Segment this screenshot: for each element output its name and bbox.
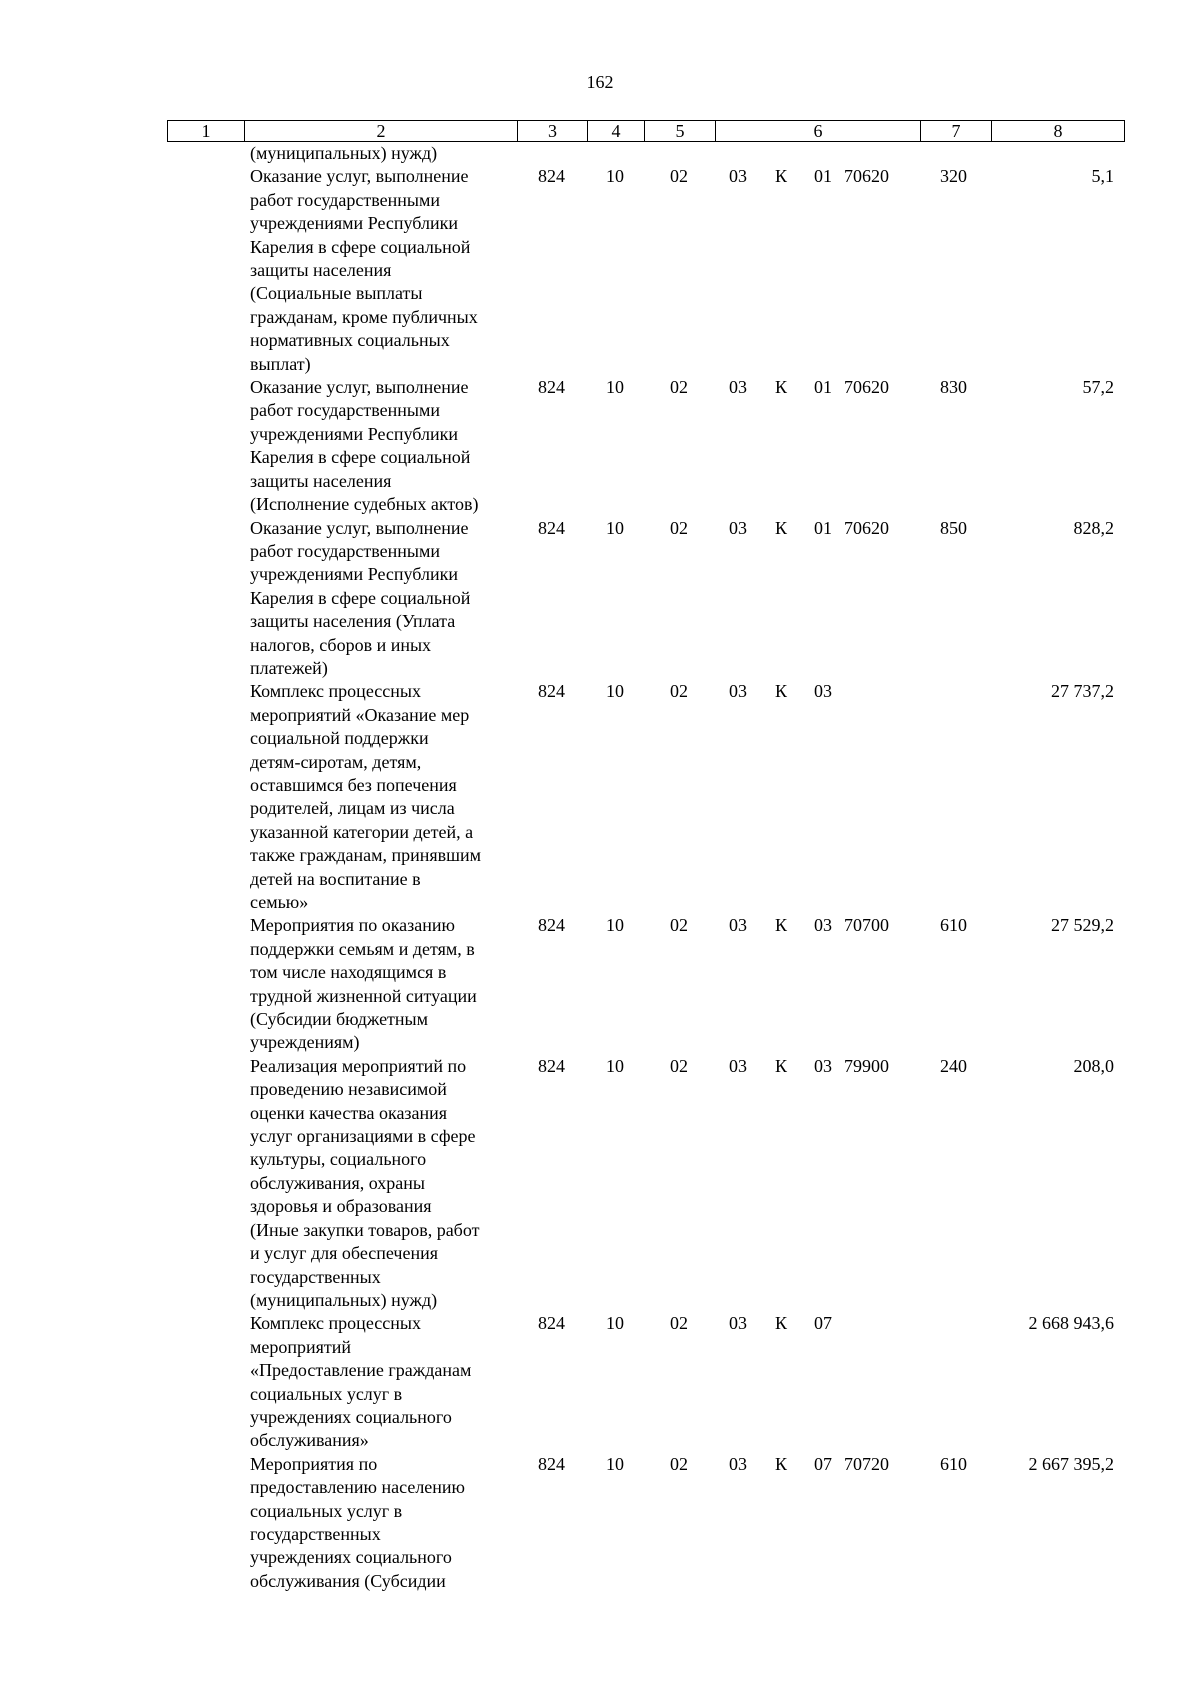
row-target-program: 03 <box>729 1453 747 1474</box>
row-target-direction: 70620 <box>844 166 889 187</box>
row-target-subprogram: 01 <box>814 377 832 398</box>
header-col-2: 2 <box>245 121 518 141</box>
row-expense-type: 850 <box>940 517 967 538</box>
table-header-row <box>167 120 1125 142</box>
row-target-subprogram: 03 <box>814 1055 832 1076</box>
row-target-letter: К <box>775 915 788 936</box>
row-target-program: 03 <box>729 377 747 398</box>
row-target-direction: 70620 <box>844 377 889 398</box>
row-amount: 27 737,2 <box>1051 681 1114 702</box>
row-target-program: 03 <box>729 166 747 187</box>
table-row <box>0 680 1200 914</box>
row-target-letter: К <box>775 517 788 538</box>
row-amount: 2 667 395,2 <box>1028 1453 1114 1474</box>
row-target-subprogram: 01 <box>814 517 832 538</box>
row-section: 10 <box>606 1313 624 1334</box>
row-amount: 5,1 <box>1091 166 1114 187</box>
row-name: Реализация мероприятий по проведению независимой оценки качества оказания услуг организациями в сфере культуры, социального обслуживания, охраны здоровья и образования (Иные закупки товаров, работ и услуг для обеспечения государственных (муниципальных) нужд) <box>250 1055 480 1310</box>
row-admin-code: 824 <box>538 915 565 936</box>
row-admin-code: 824 <box>538 377 565 398</box>
row-section: 10 <box>606 1055 624 1076</box>
row-subsection: 02 <box>670 681 688 702</box>
table-row <box>0 1312 1200 1452</box>
row-name: Оказание услуг, выполнение работ государственными учреждениями Республики Карелия в сфере социальной защиты населения (Социальные выплаты гражданам, кроме публичных нормативных социальных выплат) <box>250 166 478 374</box>
row-amount: 27 529,2 <box>1051 915 1114 936</box>
row-admin-code: 824 <box>538 517 565 538</box>
header-col-6: 6 <box>716 121 921 141</box>
row-target-letter: К <box>775 377 788 398</box>
row-target-subprogram: 03 <box>814 915 832 936</box>
row-section: 10 <box>606 517 624 538</box>
row-subsection: 02 <box>670 1313 688 1334</box>
row-subsection: 02 <box>670 517 688 538</box>
row-target-program: 03 <box>729 915 747 936</box>
row-subsection: 02 <box>670 377 688 398</box>
row-name: Комплекс процессных мероприятий «Предоставление гражданам социальных услуг в учреждениях социального обслуживания» <box>250 1313 472 1451</box>
row-target-letter: К <box>775 1055 788 1076</box>
row-section: 10 <box>606 915 624 936</box>
row-expense-type: 610 <box>940 915 967 936</box>
table-row <box>0 517 1200 681</box>
table-row <box>0 1055 1200 1312</box>
row-target-letter: К <box>775 1313 788 1334</box>
row-target-program: 03 <box>729 1055 747 1076</box>
row-amount: 57,2 <box>1082 377 1114 398</box>
row-target-subprogram: 07 <box>814 1453 832 1474</box>
row-subsection: 02 <box>670 166 688 187</box>
row-admin-code: 824 <box>538 166 565 187</box>
table-row <box>0 914 1200 1054</box>
page-number: 162 <box>586 72 614 92</box>
row-section: 10 <box>606 166 624 187</box>
row-name: Мероприятия по оказанию поддержки семьям и детям, в том числе находящимся в трудной жизненной ситуации (Субсидии бюджетным учреждениям) <box>250 915 477 1053</box>
row-name: Мероприятия по предоставлению населению социальных услуг в государственных учреждениях социального обслуживания (Субсидии <box>250 1453 466 1591</box>
row-name: Оказание услуг, выполнение работ государственными учреждениями Республики Карелия в сфере социальной защиты населения (Уплата налогов, сборов и иных платежей) <box>250 517 471 678</box>
row-section: 10 <box>606 681 624 702</box>
table-body <box>0 142 1200 1593</box>
row-target-letter: К <box>775 681 788 702</box>
table-row <box>0 142 1200 165</box>
row-target-subprogram: 03 <box>814 681 832 702</box>
row-target-letter: К <box>775 166 788 187</box>
row-target-direction: 79900 <box>844 1055 889 1076</box>
row-subsection: 02 <box>670 915 688 936</box>
row-subsection: 02 <box>670 1453 688 1474</box>
row-expense-type: 610 <box>940 1453 967 1474</box>
table-row <box>0 1453 1200 1593</box>
row-target-direction: 70620 <box>844 517 889 538</box>
row-amount: 828,2 <box>1073 517 1114 538</box>
row-admin-code: 824 <box>538 1313 565 1334</box>
row-admin-code: 824 <box>538 681 565 702</box>
row-name: (муниципальных) нужд) <box>250 143 438 163</box>
table-row <box>0 165 1200 376</box>
header-col-3: 3 <box>518 121 588 141</box>
row-subsection: 02 <box>670 1055 688 1076</box>
row-name: Комплекс процессных мероприятий «Оказание мер социальной поддержки детям-сиротам, детям, оставшимся без попечения родителей, лицам из числа указанной категории детей, а также гражданам, принявшим детей на воспитание в семью» <box>250 681 482 912</box>
row-admin-code: 824 <box>538 1055 565 1076</box>
row-target-subprogram: 01 <box>814 166 832 187</box>
row-expense-type: 240 <box>940 1055 967 1076</box>
header-col-5: 5 <box>645 121 716 141</box>
row-expense-type: 320 <box>940 166 967 187</box>
row-admin-code: 824 <box>538 1453 565 1474</box>
header-col-7: 7 <box>921 121 992 141</box>
row-amount: 208,0 <box>1073 1055 1114 1076</box>
header-col-8: 8 <box>1053 121 1063 141</box>
row-expense-type: 830 <box>940 377 967 398</box>
row-target-program: 03 <box>729 681 747 702</box>
table-row <box>0 376 1200 516</box>
row-section: 10 <box>606 1453 624 1474</box>
row-target-subprogram: 07 <box>814 1313 832 1334</box>
row-name: Оказание услуг, выполнение работ государственными учреждениями Республики Карелия в сфере социальной защиты населения (Исполнение судебных актов) <box>250 377 479 515</box>
row-target-direction: 70720 <box>844 1453 889 1474</box>
row-target-program: 03 <box>729 1313 747 1334</box>
row-target-letter: К <box>775 1453 788 1474</box>
row-section: 10 <box>606 377 624 398</box>
header-col-1: 1 <box>168 121 245 141</box>
row-amount: 2 668 943,6 <box>1028 1313 1114 1334</box>
row-target-direction: 70700 <box>844 915 889 936</box>
row-target-program: 03 <box>729 517 747 538</box>
header-col-4: 4 <box>588 121 645 141</box>
